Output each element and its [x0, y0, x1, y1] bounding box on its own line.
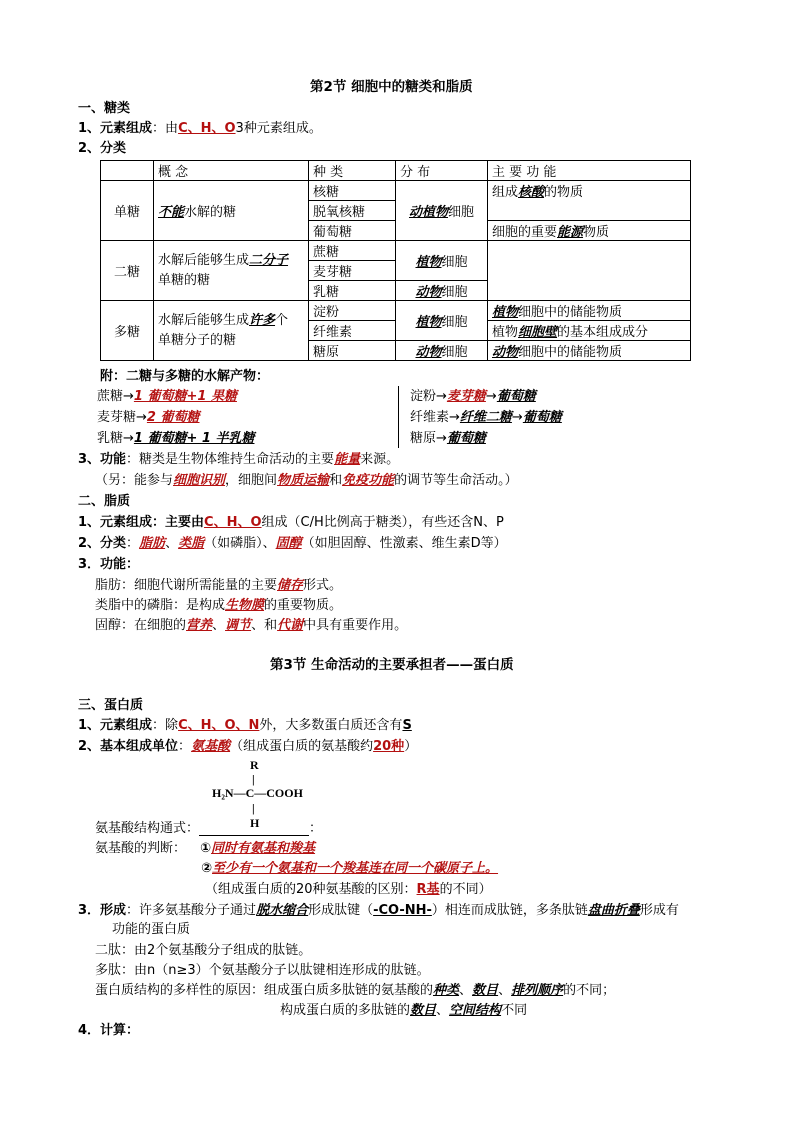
page-title: 第2节 细胞中的糖类和脂质: [310, 79, 473, 95]
judge-line-3: [205, 881, 492, 899]
glucose-cell: 葡萄糖: [309, 221, 396, 241]
answer: 物质运输: [277, 473, 330, 488]
mono-distribution: [396, 181, 488, 241]
text: 的基本组成成分: [557, 325, 649, 340]
text: 个: [275, 312, 289, 328]
text: 组成: [492, 185, 519, 200]
text: 能源: [557, 225, 584, 240]
text: （如磷脂）、: [204, 536, 276, 551]
answer: 1 葡萄糖+ 1 半乳糖: [133, 431, 255, 446]
mono-func1: [488, 181, 691, 221]
cellulose-cell: 纤维素: [309, 321, 396, 341]
lipid-phospholipid-line: [95, 597, 342, 615]
text: ）相连而成肽链，多条肽链: [431, 903, 588, 918]
text: 乳糖→: [97, 431, 134, 446]
text: 细胞: [448, 205, 475, 220]
text: 不能: [158, 205, 185, 220]
poly-func3: [488, 341, 691, 361]
text: 动物: [415, 345, 442, 360]
table-row: [101, 241, 691, 261]
judge-line-1: [95, 840, 315, 858]
answer: 细胞识别: [173, 473, 226, 488]
text: 来源。: [360, 452, 400, 467]
sucrose-cell: 蔗糖: [309, 241, 396, 261]
text: 氨基酸结构通式：: [95, 821, 200, 836]
answer: 免疫功能: [342, 473, 395, 488]
hydrolysis-starch: [410, 388, 536, 406]
text: 物质: [583, 225, 610, 240]
table-header-row: [101, 161, 691, 181]
text: 水解的糖: [184, 205, 237, 220]
text: 单糖的糖: [158, 272, 211, 288]
disaccharide-cell: 二糖: [101, 241, 154, 301]
text: 动物: [492, 345, 519, 360]
text: 类脂中的磷脂：是构成: [95, 598, 226, 613]
answer: 纤维二糖: [459, 410, 512, 425]
text: 和: [329, 473, 343, 488]
answer: 脱水缩合: [256, 903, 309, 918]
judge-line-2: [201, 860, 498, 878]
text: 植物: [492, 305, 519, 320]
answer: 20种: [373, 739, 405, 754]
text: 水解后能够生成: [158, 252, 250, 268]
text: 形式。: [303, 578, 343, 593]
text: （如胆固醇、性激素、维生素D等）: [301, 536, 507, 551]
diversity-line-1: [95, 982, 615, 1000]
polypeptide-line: 多肽：由n（n≥3）个氨基酸分子以肽键相连形成的肽链。: [95, 963, 430, 978]
table-row: [101, 301, 691, 321]
text: 二分子: [249, 252, 289, 268]
text: 蛋白质结构的多样性的原因：组成蛋白质多肽链的氨基酸的: [95, 983, 434, 998]
text: 的不同；: [563, 983, 616, 998]
text: 细胞: [441, 315, 468, 330]
sugar-function-extra: [95, 472, 518, 490]
answer: 数目: [472, 983, 499, 998]
text: →: [485, 389, 497, 404]
label: 3、功能: [78, 452, 127, 467]
poly-func1: [488, 301, 691, 321]
text: （组成蛋白质的氨基酸约: [230, 739, 374, 754]
glycogen-cell: 糖原: [309, 341, 396, 361]
text: 脂肪：细胞代谢所需能量的主要: [95, 578, 278, 593]
text: →: [511, 410, 523, 425]
sugar-function-line: [78, 451, 399, 469]
text: 动植物: [408, 205, 448, 220]
text: 单糖分子的糖: [158, 332, 237, 348]
text: 植物: [415, 315, 442, 330]
text: 组成（C/H比例高于糖类），有些还含N、P: [261, 515, 504, 530]
di-dist-plant: [396, 241, 488, 281]
text: 、: [165, 536, 179, 551]
header-concept: 概 念: [154, 161, 309, 181]
text: 糖原→: [410, 431, 447, 446]
text: ：: [309, 821, 323, 836]
text: 、: [498, 983, 512, 998]
label: 1、元素组成: [78, 718, 153, 733]
lipid-sterol-line: [95, 617, 407, 635]
text: 植物: [492, 325, 519, 340]
formation-line-2: 功能的蛋白质: [112, 922, 191, 937]
protein-unit-line: [78, 738, 417, 756]
text: 形成有: [639, 903, 679, 918]
text: 动物: [415, 285, 442, 300]
struct-r: R: [250, 758, 259, 772]
hydrolysis-lactose: [97, 430, 254, 448]
answer: C、H、O、N: [178, 718, 260, 733]
text: （组成蛋白质的20种氨基酸的区别：: [205, 882, 417, 897]
text: 的不同）: [439, 882, 492, 897]
answer: 固醇: [275, 536, 302, 551]
answer: 2 葡萄糖: [146, 410, 200, 425]
sugar-elements-line: [78, 120, 322, 138]
starch-cell: 淀粉: [309, 301, 396, 321]
text: 构成蛋白质的多肽链的: [280, 1003, 411, 1018]
header-function: 主 要 功 能: [488, 161, 691, 181]
answer: 生物膜: [225, 598, 265, 613]
text: 3种元素组成。: [235, 121, 322, 136]
text: ：许多氨基酸分子通过: [126, 903, 257, 918]
text: （另：能参与: [95, 473, 174, 488]
diversity-line-2: [280, 1002, 527, 1020]
answer: 代谢: [277, 618, 304, 633]
sugar-classification-label: 2、分类: [78, 141, 127, 156]
lipid-elements-line: [78, 514, 504, 532]
text: 、: [436, 1003, 450, 1018]
answer: 类脂: [178, 536, 205, 551]
text: 细胞: [441, 285, 468, 300]
section3-title: 第3节 生命活动的主要承担者——蛋白质: [270, 657, 514, 673]
answer: R基: [416, 882, 440, 897]
text: 细胞: [441, 345, 468, 360]
label: 1、元素组成：主要由: [78, 515, 205, 530]
text: 外，大多数蛋白质还含有: [259, 718, 403, 733]
text: 纤维素→: [410, 410, 460, 425]
header-distribution: 分 布: [396, 161, 488, 181]
text: 的重要物质。: [264, 598, 343, 613]
di-dist-animal: [396, 281, 488, 301]
answer: 盘曲折叠: [587, 903, 640, 918]
answer: 空间结构: [449, 1003, 502, 1018]
hydrolysis-cellulose: [410, 409, 562, 427]
answer: 同时有氨基和羧基: [211, 841, 316, 856]
answer: 1 葡萄糖+1 果糖: [133, 389, 237, 404]
text: 的物质: [544, 185, 584, 200]
text: ：由: [152, 121, 179, 136]
label: 2、分类: [78, 536, 127, 551]
polysaccharide-cell: 多糖: [101, 301, 154, 361]
answer: 葡萄糖: [496, 389, 536, 404]
text: ：糖类是生物体维持生命活动的主要: [126, 452, 335, 467]
text: 、和: [251, 618, 278, 633]
deoxyribose-cell: 脱氧核糖: [309, 201, 396, 221]
heading-lipid: 二、脂质: [78, 494, 131, 509]
monosaccharide-cell: 单糖: [101, 181, 154, 241]
text: 麦芽糖→: [97, 410, 147, 425]
answer: 脂肪: [139, 536, 166, 551]
hydrolysis-title: 附：二糖与多糖的水解产物：: [100, 369, 270, 384]
text: ：: [178, 739, 192, 754]
poly-concept: [154, 301, 309, 361]
formula-line: [95, 820, 322, 838]
struct-bond-bottom: |: [252, 801, 255, 815]
text: 固醇：在细胞的: [95, 618, 187, 633]
label: 3．形成: [78, 903, 127, 918]
text: 的调节等生命活动。）: [394, 473, 518, 488]
text: ②: [201, 861, 213, 876]
lipid-fat-line: [95, 577, 342, 595]
text: 许多: [249, 312, 276, 328]
struct-h: H: [250, 816, 260, 830]
hydrolysis-divider: [398, 386, 399, 448]
mono-func2: [488, 221, 691, 241]
hydrolysis-sucrose: [97, 388, 237, 406]
text: ，细胞间: [225, 473, 278, 488]
struct-bond-top: |: [252, 772, 255, 786]
calculation-label: 4．计算：: [78, 1023, 140, 1038]
ribose-cell: 核糖: [309, 181, 396, 201]
lipid-classification-line: [78, 535, 507, 553]
answer: 储存: [277, 578, 304, 593]
heading-sugar: 一、糖类: [78, 101, 131, 116]
hydrolysis-glycogen: [410, 430, 486, 448]
heading-protein: 三、蛋白质: [78, 698, 144, 713]
mono-concept: [154, 181, 309, 241]
text: 核酸: [518, 185, 545, 200]
di-concept: [154, 241, 309, 301]
text: 、: [459, 983, 473, 998]
poly-dist-plant: [396, 301, 488, 341]
header-empty: [101, 161, 154, 181]
text: 蔗糖→: [97, 389, 134, 404]
text: ：: [126, 536, 140, 551]
text: 细胞中的储能物质: [518, 345, 623, 360]
text: 淀粉→: [410, 389, 447, 404]
text: 植物: [415, 255, 442, 270]
text: 细胞壁: [518, 325, 558, 340]
text: 形成肽键（: [308, 903, 374, 918]
sugar-classification-table: [100, 160, 691, 361]
di-func-empty: [488, 241, 691, 301]
answer: -CO-NH-: [373, 903, 432, 918]
dipeptide-line: 二肽：由2个氨基酸分子组成的肽链。: [95, 943, 312, 958]
answer: 麦芽糖: [446, 389, 486, 404]
protein-elements-line: [78, 717, 412, 735]
header-kind: 种 类: [309, 161, 396, 181]
label: 2、基本组成单位: [78, 739, 179, 754]
label: 1、元素组成: [78, 121, 153, 136]
answer: 种类: [433, 983, 460, 998]
answer: 氨基酸: [191, 739, 231, 754]
answer: 葡萄糖: [446, 431, 486, 446]
answer: 数目: [410, 1003, 437, 1018]
formation-line: [78, 902, 679, 920]
answer-blank: [199, 821, 309, 836]
table-row: [101, 181, 691, 201]
struct-main-chain: H₂N—C—COOH: [212, 786, 303, 800]
text: 中具有重要作用。: [303, 618, 408, 633]
text: 细胞的重要: [492, 225, 558, 240]
answer: 营养: [186, 618, 213, 633]
answer: 调节: [225, 618, 252, 633]
poly-func2: [488, 321, 691, 341]
text: 细胞: [441, 255, 468, 270]
text: 细胞中的储能物质: [518, 305, 623, 320]
answer: 至少有一个氨基和一个羧基连在同一个碳原子上。: [212, 861, 499, 876]
text: 、: [212, 618, 226, 633]
answer: 能量: [334, 452, 361, 467]
poly-dist-animal: [396, 341, 488, 361]
lipid-function-label: 3．功能：: [78, 557, 140, 572]
lactose-cell: 乳糖: [309, 281, 396, 301]
text: ）: [404, 739, 418, 754]
answer: 葡萄糖: [522, 410, 562, 425]
hydrolysis-maltose: [97, 409, 199, 427]
text: 氨基酸的判断：: [95, 841, 187, 856]
answer: S: [402, 718, 412, 733]
text: 不同: [501, 1003, 528, 1018]
text: ：除: [152, 718, 179, 733]
answer: C、H、O: [204, 515, 262, 530]
maltose-cell: 麦芽糖: [309, 261, 396, 281]
answer: C、H、O: [178, 121, 236, 136]
text: 水解后能够生成: [158, 312, 250, 328]
answer: 排列顺序: [511, 983, 564, 998]
text: ①: [200, 841, 212, 856]
